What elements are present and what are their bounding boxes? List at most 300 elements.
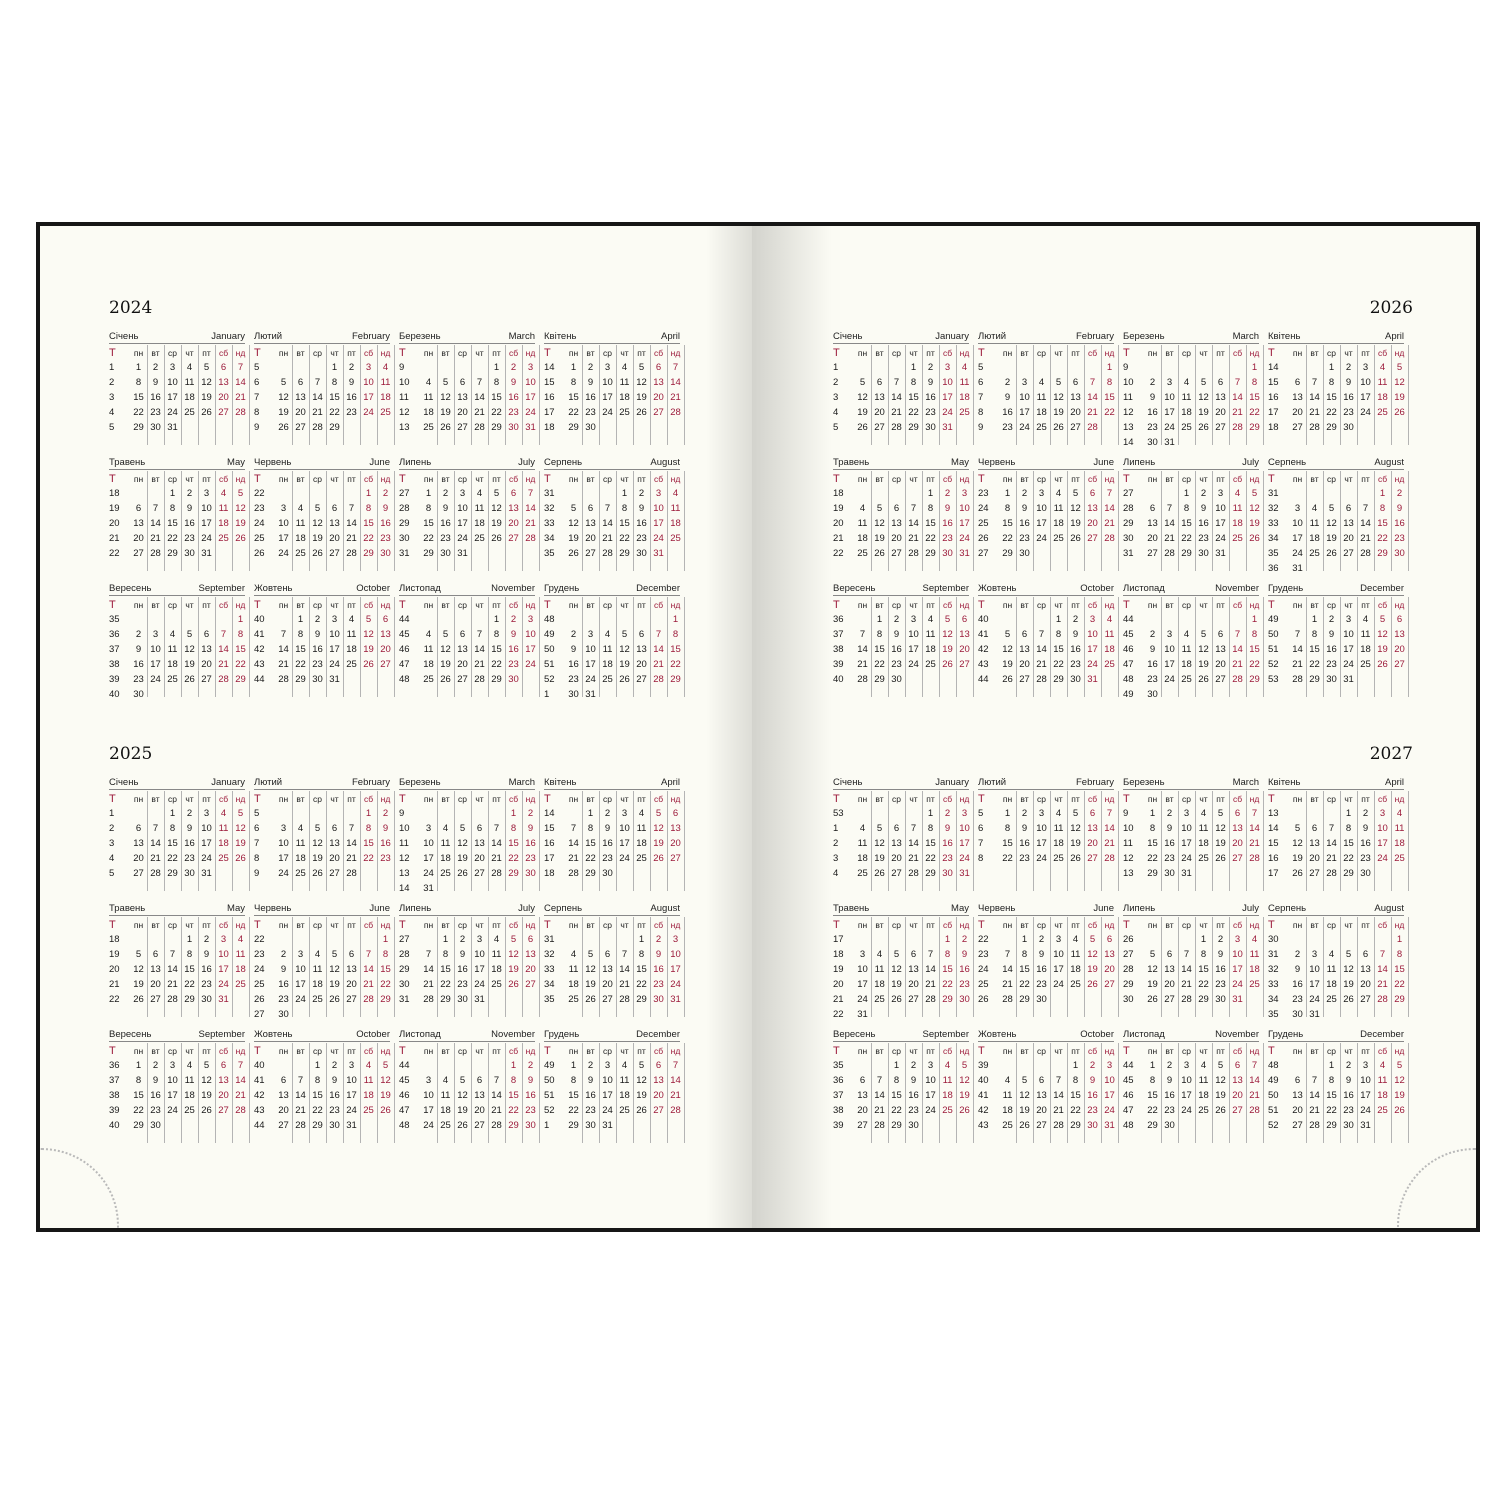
day-cell: 20	[653, 1090, 664, 1101]
month-calendar	[978, 777, 1114, 896]
day-cell: 26	[1087, 979, 1098, 990]
column-divider	[1340, 597, 1341, 697]
column-divider	[1118, 917, 1119, 1017]
day-cell: 26	[1198, 674, 1209, 685]
week-number: 32	[544, 949, 555, 960]
weekday-header: пт	[1361, 348, 1370, 358]
month-header	[399, 1029, 535, 1042]
week-number: 49	[544, 1060, 555, 1071]
day-cell: 5	[1217, 808, 1224, 819]
day-cell: 19	[235, 838, 246, 849]
column-divider	[215, 1043, 216, 1143]
column-divider	[1229, 791, 1230, 891]
day-cell: 17	[295, 979, 306, 990]
day-cell: 3	[910, 614, 917, 625]
column-divider	[343, 1043, 344, 1143]
day-cell: 1	[927, 808, 934, 819]
column-divider	[292, 471, 293, 571]
month-calendar	[399, 457, 535, 576]
week-number: 49	[1268, 1075, 1279, 1086]
week-number: 46	[399, 644, 410, 655]
day-cell: 5	[1021, 1075, 1028, 1086]
day-cell: 22	[1070, 1105, 1081, 1116]
day-cell: 7	[1311, 377, 1318, 388]
day-cell: 20	[201, 659, 212, 670]
day-cell: 8	[135, 377, 142, 388]
weekday-header: вт	[1310, 920, 1319, 930]
day-cell: 19	[568, 533, 579, 544]
week-number: 14	[399, 883, 410, 894]
day-cell: 28	[653, 674, 664, 685]
day-cell: 21	[150, 853, 161, 864]
weekday-header: ср	[603, 600, 612, 610]
weekday-header: сб	[1377, 1046, 1388, 1056]
day-cell: 3	[152, 629, 159, 640]
day-cell: 10	[1181, 823, 1192, 834]
day-cell: 24	[1036, 533, 1047, 544]
week-number: 16	[544, 392, 555, 403]
day-cell: 11	[1104, 629, 1115, 640]
column-divider	[1067, 917, 1068, 1017]
weekday-header: вт	[1020, 600, 1029, 610]
day-cell: 28	[474, 422, 485, 433]
column-divider	[1161, 345, 1162, 445]
day-cell: 8	[237, 629, 244, 640]
day-cell: 9	[1166, 1075, 1173, 1086]
day-cell: 24	[1087, 659, 1098, 670]
day-cell: 14	[1309, 392, 1320, 403]
day-cell: 25	[1070, 979, 1081, 990]
column-divider	[471, 345, 472, 445]
column-divider	[922, 917, 923, 1017]
day-cell: 12	[491, 503, 502, 514]
column-divider	[599, 471, 600, 571]
day-cell: 7	[1183, 949, 1190, 960]
day-cell: 6	[910, 949, 917, 960]
day-cell: 5	[1055, 377, 1062, 388]
column-divider	[437, 1043, 438, 1143]
month-name-ukrainian: Лютий	[978, 331, 1007, 342]
column-divider	[1263, 1043, 1264, 1143]
day-cell: 5	[1089, 934, 1096, 945]
column-divider	[1084, 791, 1085, 891]
weekday-header: ср	[168, 348, 177, 358]
day-cell: 22	[1326, 407, 1337, 418]
day-cell: 1	[927, 488, 934, 499]
day-cell: 24	[1181, 853, 1192, 864]
week-number: 14	[544, 362, 555, 373]
day-cell: 16	[636, 518, 647, 529]
day-cell: 24	[423, 868, 434, 879]
weekday-header: сб	[218, 1046, 229, 1056]
day-cell: 6	[1021, 629, 1028, 640]
column-divider	[871, 1043, 872, 1143]
week-number: 16	[1268, 392, 1279, 403]
day-cell: 13	[1232, 823, 1243, 834]
day-cell: 30	[1147, 437, 1158, 448]
day-cell: 5	[237, 808, 244, 819]
column-divider	[471, 1043, 472, 1143]
weekday-header: чт	[475, 794, 484, 804]
column-divider	[1263, 345, 1264, 445]
day-cell: 22	[568, 1105, 579, 1116]
weekday-header: чт	[909, 474, 918, 484]
day-cell: 26	[1002, 674, 1013, 685]
weekday-header-row	[399, 598, 535, 612]
day-cell: 27	[1019, 674, 1030, 685]
day-cell: 21	[423, 979, 434, 990]
day-cell: 11	[1070, 949, 1081, 960]
day-cell: 6	[1234, 808, 1241, 819]
weekday-header: вт	[151, 348, 160, 358]
column-divider	[650, 791, 651, 891]
day-cell: 2	[1345, 362, 1352, 373]
day-cell: 20	[329, 853, 340, 864]
day-cell: 30	[508, 674, 519, 685]
week-rows	[544, 612, 680, 702]
day-cell: 23	[1164, 1105, 1175, 1116]
week-number-header: Т	[544, 1045, 551, 1057]
day-cell: 22	[423, 533, 434, 544]
day-cell: 29	[363, 548, 374, 559]
day-cell: 12	[568, 518, 579, 529]
day-cell: 26	[1343, 994, 1354, 1005]
day-cell: 19	[1198, 407, 1209, 418]
month-calendar	[109, 331, 245, 450]
month-header	[399, 583, 535, 596]
day-cell: 27	[1309, 868, 1320, 879]
day-cell: 1	[1396, 934, 1403, 945]
weekday-header: нд	[959, 920, 970, 930]
day-cell: 6	[220, 1060, 227, 1071]
day-cell: 7	[1311, 1075, 1318, 1086]
day-cell: 23	[380, 853, 391, 864]
weekday-header: вт	[875, 600, 884, 610]
day-cell: 27	[150, 994, 161, 1005]
day-cell: 6	[135, 503, 142, 514]
day-cell: 11	[474, 503, 485, 514]
day-cell: 7	[1166, 503, 1173, 514]
week-number-header: Т	[833, 599, 840, 611]
month-calendar	[978, 331, 1114, 450]
day-cell: 13	[474, 1090, 485, 1101]
day-cell: 5	[1251, 488, 1258, 499]
column-divider	[684, 791, 685, 891]
month-calendar	[399, 777, 535, 896]
week-number-header: Т	[254, 793, 261, 805]
day-cell: 27	[1232, 853, 1243, 864]
week-rows	[109, 806, 245, 896]
day-cell: 10	[942, 377, 953, 388]
month-name-english: October	[1080, 583, 1114, 594]
day-cell: 14	[1249, 1075, 1260, 1086]
week-number: 8	[978, 853, 984, 864]
column-divider	[1306, 1043, 1307, 1143]
day-cell: 30	[1360, 868, 1371, 879]
weekday-header: нд	[1249, 600, 1260, 610]
column-divider	[377, 471, 378, 571]
day-cell: 6	[604, 949, 611, 960]
day-cell: 12	[1377, 629, 1388, 640]
day-cell: 15	[363, 518, 374, 529]
month-name-english: May	[951, 457, 969, 468]
month-header	[978, 457, 1114, 470]
day-cell: 27	[329, 548, 340, 559]
week-number-header: Т	[1268, 347, 1275, 359]
day-cell: 28	[278, 674, 289, 685]
day-cell: 13	[1360, 964, 1371, 975]
day-cell: 18	[1249, 964, 1260, 975]
day-cell: 8	[1251, 629, 1258, 640]
day-cell: 27	[1292, 422, 1303, 433]
day-cell: 1	[169, 808, 176, 819]
weekday-header: пн	[278, 474, 289, 484]
day-cell: 3	[297, 949, 304, 960]
weekday-header: пн	[423, 474, 434, 484]
day-cell: 25	[857, 868, 868, 879]
day-cell: 11	[440, 838, 451, 849]
column-divider	[1195, 917, 1196, 1017]
day-cell: 24	[363, 407, 374, 418]
column-divider	[343, 791, 344, 891]
day-cell: 27	[602, 994, 613, 1005]
day-cell: 3	[944, 362, 951, 373]
day-cell: 8	[1379, 503, 1386, 514]
day-cell: 20	[133, 533, 144, 544]
day-cell: 8	[510, 1075, 517, 1086]
day-cell: 6	[893, 503, 900, 514]
week-number: 13	[399, 868, 410, 879]
day-cell: 17	[423, 853, 434, 864]
column-divider	[1016, 917, 1017, 1017]
month-name-ukrainian: Грудень	[544, 583, 580, 594]
weekday-header: нд	[380, 1046, 391, 1056]
weekday-header: пн	[1002, 920, 1013, 930]
day-cell: 3	[1166, 629, 1173, 640]
day-cell: 8	[365, 503, 372, 514]
week-number: 47	[399, 1105, 410, 1116]
day-cell: 4	[442, 823, 449, 834]
day-cell: 21	[874, 1105, 885, 1116]
month-name-ukrainian: Квітень	[544, 777, 577, 788]
weekday-header: нд	[235, 1046, 246, 1056]
day-cell: 12	[1292, 838, 1303, 849]
weekday-header-row	[1123, 918, 1259, 932]
week-number: 1	[833, 823, 839, 834]
column-divider	[1357, 917, 1358, 1017]
day-cell: 16	[1147, 659, 1158, 670]
day-cell: 24	[602, 407, 613, 418]
column-divider	[360, 917, 361, 1017]
day-cell: 15	[508, 1090, 519, 1101]
weekday-header: ср	[1037, 348, 1046, 358]
weekday-header: пт	[1071, 1046, 1080, 1056]
day-cell: 18	[942, 1090, 953, 1101]
day-cell: 21	[491, 1105, 502, 1116]
column-divider	[309, 345, 310, 445]
weekday-header: сб	[218, 600, 229, 610]
weekday-header: вт	[586, 794, 595, 804]
day-cell: 17	[1232, 964, 1243, 975]
weekday-header: чт	[620, 348, 629, 358]
day-cell: 7	[1106, 488, 1113, 499]
weekday-header: сб	[1377, 348, 1388, 358]
day-cell: 11	[1377, 1075, 1388, 1086]
week-number: 47	[1123, 1105, 1134, 1116]
week-number: 22	[833, 1009, 844, 1020]
day-cell: 8	[944, 949, 951, 960]
day-cell: 13	[508, 503, 519, 514]
column-divider	[360, 471, 361, 571]
month-header	[978, 777, 1114, 790]
weekday-header: сб	[1232, 348, 1243, 358]
day-cell: 28	[1053, 1120, 1064, 1131]
day-cell: 12	[1249, 503, 1260, 514]
day-cell: 11	[874, 964, 885, 975]
day-cell: 20	[133, 853, 144, 864]
weekday-header-row	[978, 346, 1114, 360]
day-cell: 18	[423, 659, 434, 670]
day-cell: 15	[423, 518, 434, 529]
day-cell: 25	[235, 979, 246, 990]
day-cell: 28	[1104, 533, 1115, 544]
day-cell: 5	[1294, 823, 1301, 834]
day-cell: 11	[619, 377, 630, 388]
day-cell: 7	[237, 1060, 244, 1071]
column-divider	[215, 791, 216, 891]
day-cell: 3	[1038, 488, 1045, 499]
day-cell: 29	[133, 422, 144, 433]
day-cell: 20	[670, 838, 681, 849]
day-cell: 17	[1343, 644, 1354, 655]
week-rows	[399, 486, 535, 576]
week-number: 40	[833, 674, 844, 685]
weekday-header: пт	[492, 600, 501, 610]
day-cell: 3	[203, 488, 210, 499]
day-cell: 23	[585, 1105, 596, 1116]
day-cell: 25	[440, 1120, 451, 1131]
week-number: 30	[399, 979, 410, 990]
column-divider	[582, 471, 583, 571]
weekday-header-row	[109, 598, 245, 612]
column-divider	[1229, 345, 1230, 445]
day-cell: 24	[1036, 853, 1047, 864]
month-name-ukrainian: Жовтень	[254, 583, 293, 594]
day-cell: 7	[1328, 823, 1335, 834]
day-cell: 11	[1360, 629, 1371, 640]
day-cell: 26	[1394, 1105, 1405, 1116]
day-cell: 14	[167, 964, 178, 975]
weekday-header: пт	[637, 1046, 646, 1056]
day-cell: 26	[653, 853, 664, 864]
day-cell: 7	[1004, 949, 1011, 960]
day-cell: 28	[568, 868, 579, 879]
week-number-header: Т	[399, 1045, 406, 1057]
day-cell: 1	[382, 934, 389, 945]
day-cell: 31	[585, 689, 596, 700]
day-cell: 22	[585, 853, 596, 864]
day-cell: 19	[1070, 838, 1081, 849]
week-number-header: Т	[1268, 1045, 1275, 1057]
weekday-header: пт	[492, 1046, 501, 1056]
column-divider	[505, 917, 506, 1017]
day-cell: 9	[382, 503, 389, 514]
day-cell: 29	[908, 422, 919, 433]
day-cell: 12	[235, 823, 246, 834]
day-cell: 24	[1292, 548, 1303, 559]
week-rows	[1123, 806, 1259, 896]
week-rows	[833, 1058, 969, 1148]
week-number: 32	[544, 503, 555, 514]
day-cell: 31	[857, 1009, 868, 1020]
day-cell: 19	[184, 659, 195, 670]
day-cell: 9	[1200, 503, 1207, 514]
month-name-ukrainian: Серпень	[544, 903, 583, 914]
week-number: 31	[544, 488, 555, 499]
day-cell: 13	[653, 377, 664, 388]
day-cell: 19	[1377, 644, 1388, 655]
weekday-header: пн	[1292, 474, 1303, 484]
week-number: 44	[254, 674, 265, 685]
day-cell: 14	[1360, 518, 1371, 529]
day-cell: 5	[459, 823, 466, 834]
day-cell: 28	[670, 1105, 681, 1116]
day-cell: 29	[1002, 548, 1013, 559]
day-cell: 7	[348, 823, 355, 834]
week-number: 18	[1268, 422, 1279, 433]
week-number: 24	[254, 518, 265, 529]
day-cell: 14	[653, 644, 664, 655]
week-number: 27	[399, 934, 410, 945]
day-cell: 25	[423, 422, 434, 433]
day-cell: 28	[1164, 548, 1175, 559]
day-cell: 21	[363, 979, 374, 990]
day-cell: 18	[568, 979, 579, 990]
weekday-header: пт	[1361, 1046, 1370, 1056]
day-cell: 4	[1200, 808, 1207, 819]
day-cell: 2	[1149, 629, 1156, 640]
week-rows	[833, 360, 969, 450]
day-cell: 9	[587, 1075, 594, 1086]
day-cell: 28	[525, 533, 536, 544]
day-cell: 31	[1104, 1120, 1115, 1131]
day-cell: 16	[1164, 838, 1175, 849]
column-divider	[147, 345, 148, 445]
column-divider	[522, 471, 523, 571]
day-cell: 22	[1326, 1105, 1337, 1116]
day-cell: 1	[186, 934, 193, 945]
day-cell: 25	[602, 674, 613, 685]
day-cell: 20	[380, 644, 391, 655]
day-cell: 11	[1053, 503, 1064, 514]
column-divider	[198, 791, 199, 891]
day-cell: 28	[1232, 422, 1243, 433]
day-cell: 26	[942, 659, 953, 670]
month-name-english: July	[518, 457, 535, 468]
day-cell: 19	[653, 838, 664, 849]
day-cell: 21	[1309, 407, 1320, 418]
day-cell: 15	[491, 644, 502, 655]
day-cell: 30	[278, 1009, 289, 1020]
column-divider	[1408, 471, 1409, 571]
day-cell: 19	[440, 659, 451, 670]
day-cell: 9	[944, 503, 951, 514]
day-cell: 12	[636, 377, 647, 388]
column-divider	[1016, 345, 1017, 445]
weekday-header-row	[109, 792, 245, 806]
week-number: 17	[1268, 407, 1279, 418]
week-number: 17	[1268, 868, 1279, 879]
